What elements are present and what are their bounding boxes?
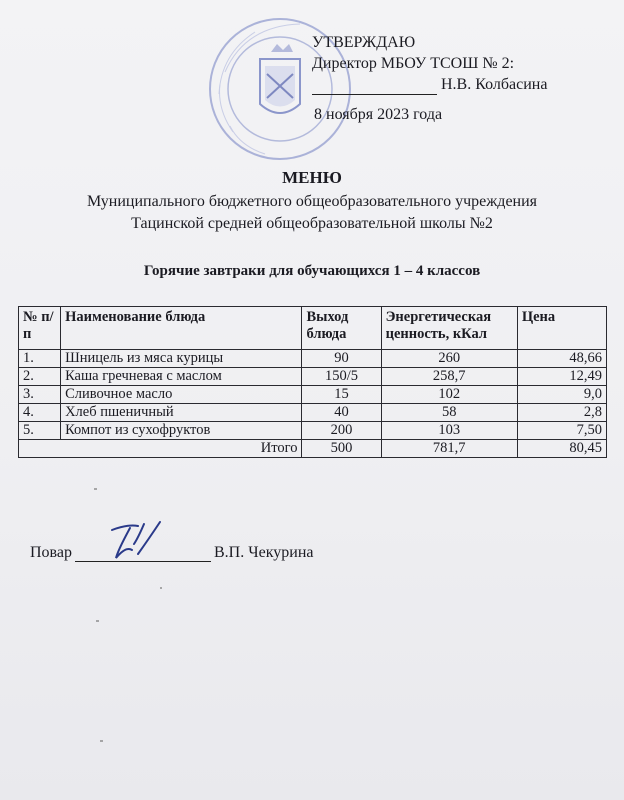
row-name: Шницель из мяса курицы [61,350,302,368]
table-row [19,386,607,404]
paper-speck [100,740,103,742]
approval-position: Директор МБОУ ТСОШ № 2: [312,55,515,72]
total-label: Итого [19,440,302,458]
row-yield: 90 [302,350,381,368]
cook-name: В.П. Чекурина [214,544,314,561]
row-num: 5. [19,422,61,440]
row-price: 7,50 [517,422,606,440]
row-price: 9,0 [517,386,606,404]
row-price: 2,8 [517,404,606,422]
row-yield: 15 [302,386,381,404]
row-name: Хлеб пшеничный [61,404,302,422]
header-yield: Выход блюда [302,307,381,350]
row-energy: 102 [381,386,517,404]
table-row [19,422,607,440]
signature-line [75,547,211,562]
row-yield: 40 [302,404,381,422]
header-price: Цена [517,307,606,350]
table-header-row [19,307,607,350]
cook-signature-block [30,544,314,562]
row-yield: 150/5 [302,368,381,386]
document-title: МЕНЮ [282,168,342,187]
paper-speck [96,620,99,622]
total-energy: 781,7 [381,440,517,458]
row-energy: 260 [381,350,517,368]
total-yield: 500 [302,440,381,458]
table-row [19,404,607,422]
cook-role: Повар [30,544,72,561]
total-price: 80,45 [517,440,606,458]
row-name: Компот из сухофруктов [61,422,302,440]
row-name: Каша гречневая с маслом [61,368,302,386]
row-energy: 103 [381,422,517,440]
signature-line [312,80,437,95]
header-energy: Энергетическая ценность, кКал [381,307,517,350]
row-yield: 200 [302,422,381,440]
approval-block [312,32,612,125]
menu-subtitle: Горячие завтраки для обучающихся 1 – 4 классов [143,263,481,279]
org-name-line1: Муниципального бюджетного общеобразовательного учреждения [86,193,538,210]
approval-date: 8 ноября 2023 года [314,106,443,123]
approval-heading: УТВЕРЖДАЮ [312,34,416,51]
row-energy: 58 [381,404,517,422]
table-row [19,350,607,368]
row-energy: 258,7 [381,368,517,386]
approval-signer: Н.В. Колбасина [441,76,548,93]
table-total-row [19,440,607,458]
header-num: № п/п [19,307,61,350]
table-row [19,368,607,386]
paper-speck [160,587,162,589]
header-name: Наименование блюда [61,307,302,350]
menu-table [18,306,607,458]
approval-signature-row [312,74,612,95]
row-num: 2. [19,368,61,386]
row-price: 12,49 [517,368,606,386]
org-name-line2: Тацинской средней общеобразовательной школы №2 [131,215,493,232]
paper-speck [94,488,97,490]
row-num: 3. [19,386,61,404]
row-num: 1. [19,350,61,368]
row-price: 48,66 [517,350,606,368]
row-name: Сливочное масло [61,386,302,404]
row-num: 4. [19,404,61,422]
